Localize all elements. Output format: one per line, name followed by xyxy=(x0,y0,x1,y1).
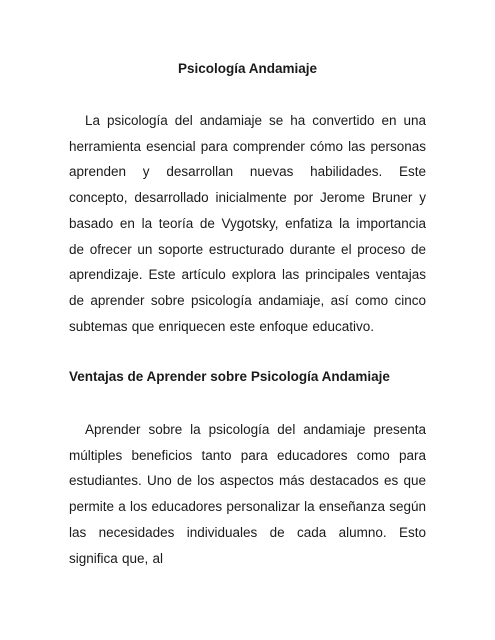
section-heading: Ventajas de Aprender sobre Psicología Andamiaje xyxy=(69,369,390,384)
intro-paragraph: La psicología del andamiaje se ha convertido en una herramienta esencial para comprender cómo las personas aprenden y desarrollan nuevas habilidades. Este concepto, desarrollado inicialmente por Jerome Bruner y basado en la teoría de Vygotsky, enfatiza la importancia de ofrecer un soporte estructurado durante el proceso de aprendizaje. Este artículo explora las principales ventajas de aprender sobre psicología andamiaje, así como cinco subtemas que enriquecen este enfoque educativo. xyxy=(69,113,426,334)
section-paragraph: Aprender sobre la psicología del andamiaje presenta múltiples beneficios tanto para educadores como para estudiantes. Uno de los aspectos más destacados es que permite a los educadores personalizar la enseñanza según las necesidades individuales de cada alumno. Esto significa que, al xyxy=(69,422,426,566)
page-title: Psicología Andamiaje xyxy=(177,61,318,76)
